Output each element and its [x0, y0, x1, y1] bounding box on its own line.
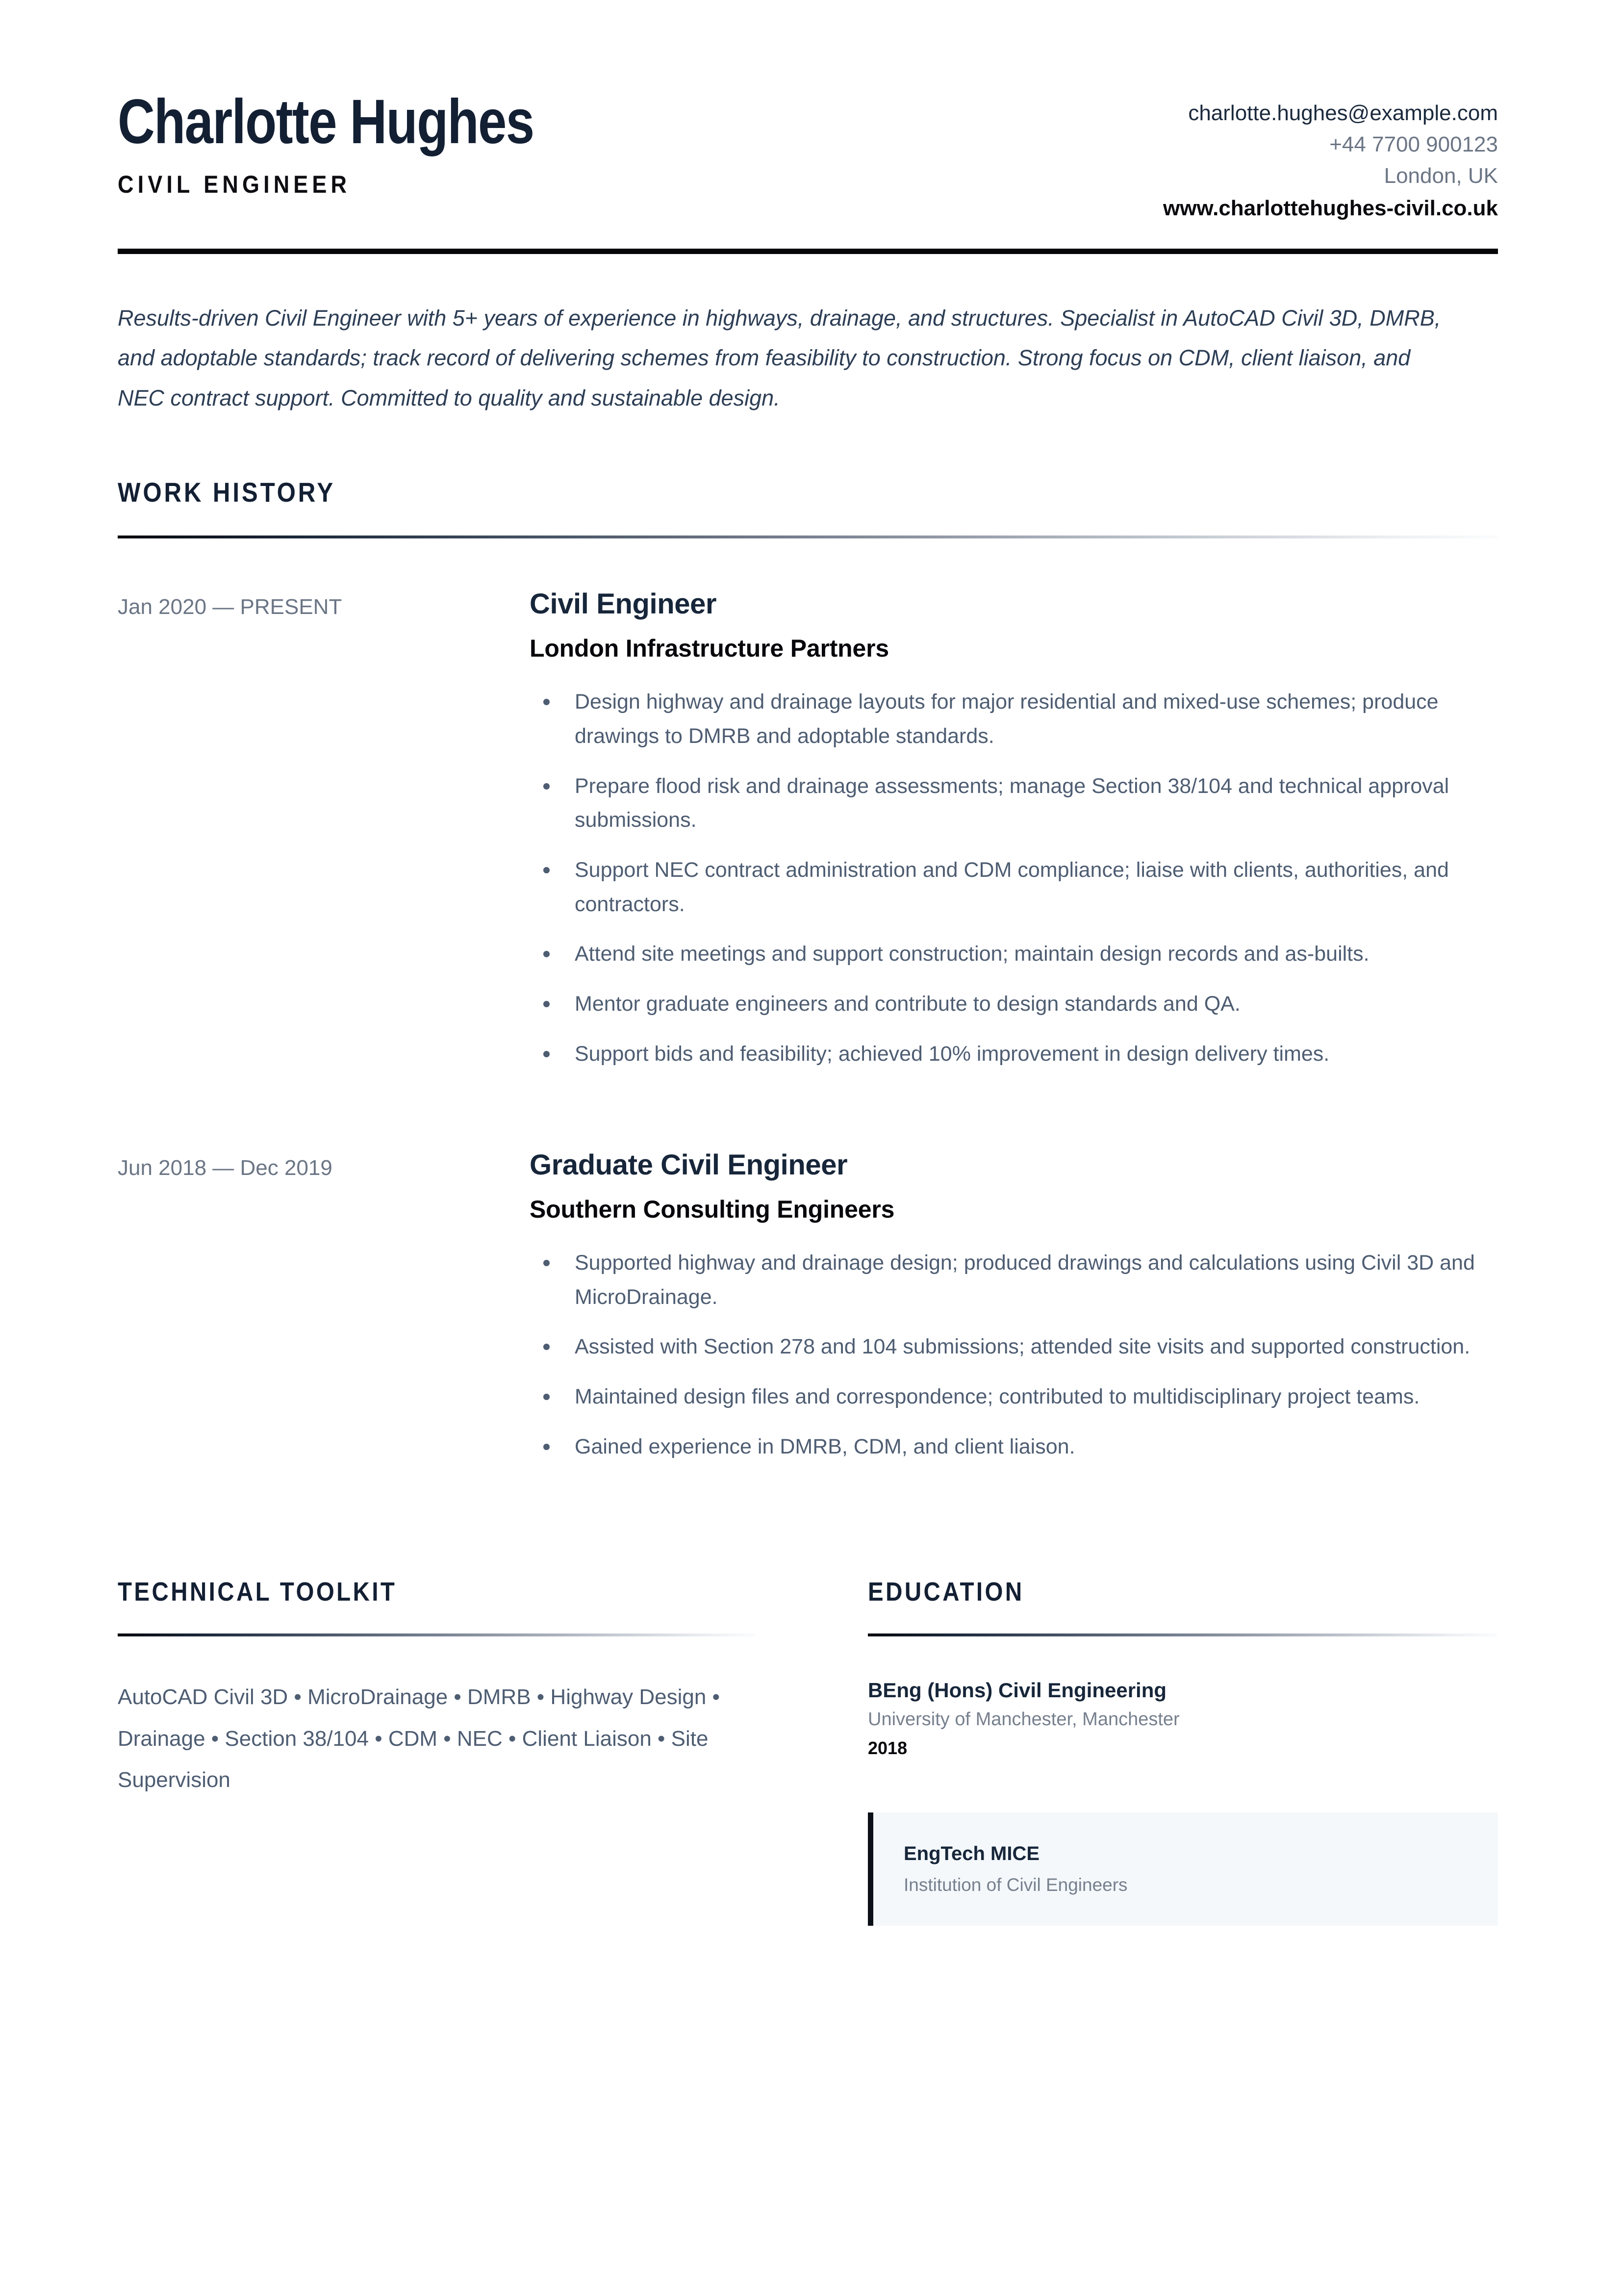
education-school: University of Manchester, Manchester	[868, 1709, 1180, 1730]
education-heading: EDUCATION	[868, 1577, 1024, 1607]
job-details	[530, 587, 1498, 1071]
technical-toolkit-divider	[118, 1633, 755, 1636]
job-bullet: Support NEC contract administration and CDM compliance; liaise with clients, authorities, and contractors.	[530, 853, 1498, 921]
job-dates: Jun 2018 — Dec 2019	[118, 1156, 332, 1180]
certification-card	[868, 1812, 1498, 1926]
job-bullet: Attend site meetings and support construction; maintain design records and as-builts.	[530, 937, 1498, 971]
job-entry	[118, 587, 1498, 1071]
job-bullet: Supported highway and drainage design; produced drawings and calculations using Civil 3D and MicroDrainage.	[530, 1246, 1498, 1314]
candidate-name: Charlotte Hughes	[118, 87, 534, 157]
education-divider	[868, 1633, 1498, 1636]
job-details	[530, 1148, 1498, 1464]
professional-summary: Results-driven Civil Engineer with 5+ years of experience in highways, drainage, and structures. Specialist in AutoCAD Civil 3D, DMRB, and adoptable standards; track record of delivering schemes from feasibility to construction. Strong focus on CDM, client liaison, and NEC contract support. Committed to quality and sustainable design.	[118, 305, 1441, 411]
job-bullet: Maintained design files and correspondence; contributed to multidisciplinary project teams.	[530, 1380, 1498, 1414]
job-dates: Jan 2020 — PRESENT	[118, 595, 342, 619]
certification-issuer: Institution of Civil Engineers	[904, 1875, 1128, 1895]
job-bullet: Prepare flood risk and drainage assessments; manage Section 38/104 and technical approval submissions.	[530, 769, 1498, 838]
job-bullet: Support bids and feasibility; achieved 10% improvement in design delivery times.	[530, 1037, 1498, 1071]
bottom-columns	[118, 1577, 1498, 1926]
work-history-section	[118, 476, 1498, 1464]
contact-website[interactable]: www.charlottehughes-civil.co.uk	[1163, 196, 1498, 220]
column-gap	[755, 1577, 868, 1926]
certification-name: EngTech MICE	[904, 1843, 1040, 1865]
skills-list: AutoCAD Civil 3D • MicroDrainage • DMRB • Highway Design • Drainage • Section 38/104 • CDM • NEC • Client Liaison • Site Supervision	[118, 1685, 720, 1792]
technical-toolkit-heading: TECHNICAL TOOLKIT	[118, 1577, 397, 1607]
job-title: Graduate Civil Engineer	[530, 1149, 848, 1181]
technical-toolkit-section	[118, 1577, 755, 1926]
job-bullet: Mentor graduate engineers and contribute to design standards and QA.	[530, 987, 1498, 1021]
contact-location: London, UK	[1384, 164, 1498, 188]
contact-block	[1163, 91, 1498, 225]
education-year: 2018	[868, 1738, 908, 1759]
header-divider	[118, 249, 1498, 254]
education-section	[868, 1577, 1498, 1926]
education-entry	[868, 1679, 1498, 1759]
job-company: London Infrastructure Partners	[530, 635, 889, 663]
work-history-heading: WORK HISTORY	[118, 477, 336, 508]
job-bullet: Assisted with Section 278 and 104 submissions; attended site visits and supported construction.	[530, 1330, 1498, 1364]
identity-block	[118, 87, 625, 199]
contact-phone[interactable]: +44 7700 900123	[1329, 132, 1498, 157]
job-title: Civil Engineer	[530, 588, 717, 620]
work-history-divider	[118, 536, 1498, 538]
candidate-role: CIVIL ENGINEER	[118, 171, 351, 198]
contact-email[interactable]: charlotte.hughes@example.com	[1188, 101, 1498, 125]
job-bullets	[530, 685, 1498, 1071]
job-bullet: Design highway and drainage layouts for major residential and mixed-use schemes; produce drawings to DMRB and adoptable standards.	[530, 685, 1498, 753]
job-bullet: Gained experience in DMRB, CDM, and client liaison.	[530, 1430, 1498, 1464]
job-company: Southern Consulting Engineers	[530, 1196, 895, 1224]
education-degree: BEng (Hons) Civil Engineering	[868, 1679, 1167, 1702]
job-entry	[118, 1148, 1498, 1464]
job-bullets	[530, 1246, 1498, 1464]
resume-header	[118, 0, 1498, 225]
